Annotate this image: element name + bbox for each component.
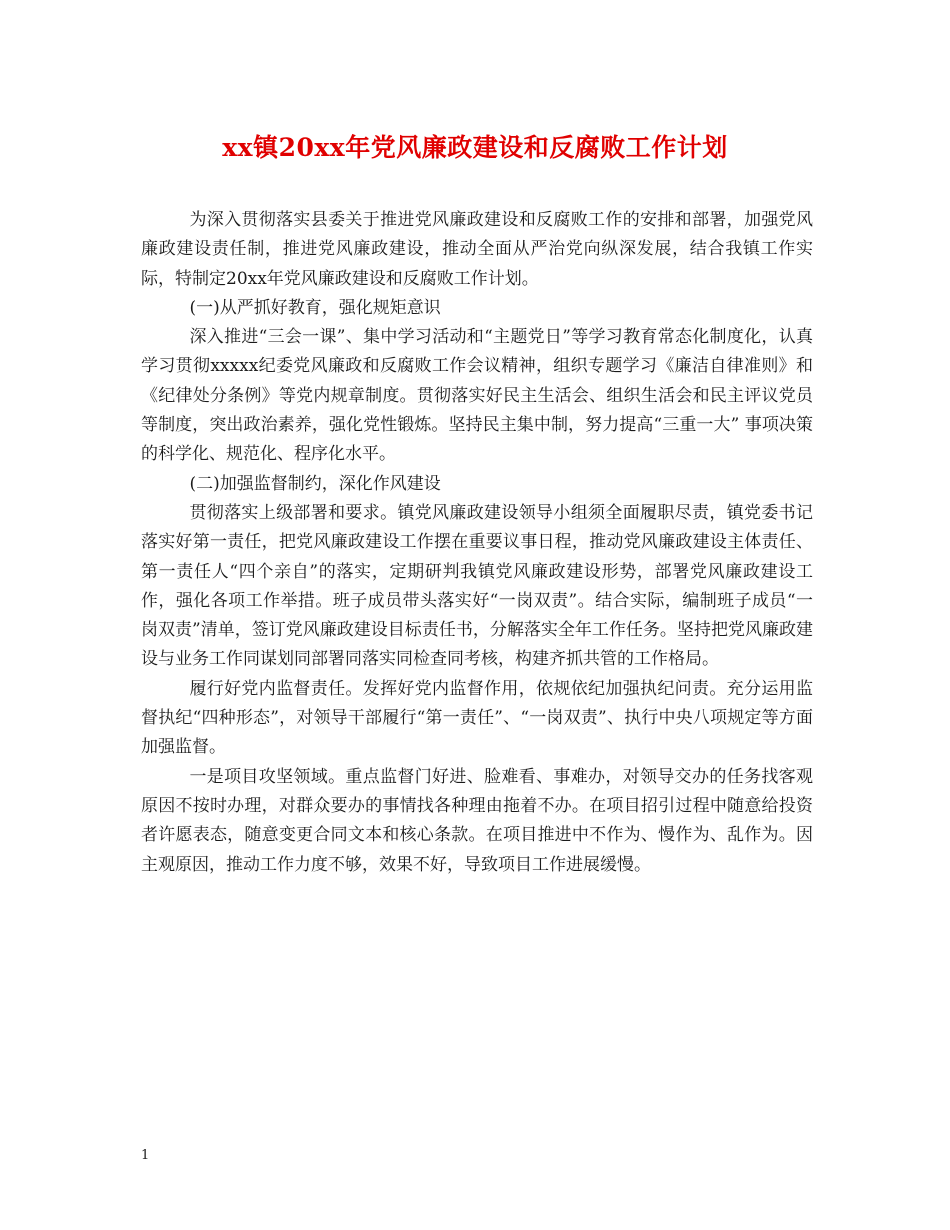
section-paragraph: 贯彻落实上级部署和要求。镇党风廉政建设领导小组须全面履职尽责，镇党委书记落实好第一责任，把党风廉政建设工作摆在重要议事日程，推动党风廉政建设主体责任、第一责任人“四个亲自”的落实，定期研判我镇党风廉政建设形势，部署党风廉政建设工作，强化各项工作举措。班子成员带头落实好“一岗双责”。结合实际，编制班子成员“一岗双责”清单，签订党风廉政建设目标责任书，分解落实全年工作任务。坚持把党风廉政建设与业务工作同谋划同部署同落实同检查同考核，构建齐抓共管的工作格局。 [141, 502, 813, 670]
section-heading: (一)从严抓好教育，强化规矩意识 [189, 297, 441, 318]
section-heading: (二)加强监督制约，深化作风建设 [189, 473, 441, 494]
section-paragraph: 履行好党内监督责任。发挥好党内监督作用，依规依纪加强执纪问责。充分运用监督执纪“四种形态”，对领导干部履行“第一责任”、“一岗双责”、执行中央八项规定等方面加强监督。 [141, 678, 813, 758]
document-body [141, 206, 813, 880]
section-paragraph: 深入推进“三会一课”、集中学习活动和“主题党日”等学习教育常态化制度化，认真学习贯彻xxxxx纪委党风廉政和反腐败工作会议精神，组织专题学习《廉洁自律准则》和《纪律处分条例》等党内规章制度。贯彻落实好民主生活会、组织生活会和民主评议党员等制度，突出政治素养，强化党性锻炼。坚持民主集中制，努力提高“三重一大” 事项决策的科学化、规范化、程序化水平。 [141, 327, 813, 465]
intro-paragraph: 为深入贯彻落实县委关于推进党风廉政建设和反腐败工作的安排和部署，加强党风廉政建设责任制，推进党风廉政建设，推动全面从严治党向纵深发展，结合我镇工作实际，特制定20xx年党风廉政建设和反腐败工作计划。 [141, 210, 813, 289]
page-number: 1 [141, 1148, 150, 1163]
document-title: xx镇20xx年党风廉政建设和反腐败工作计划 [222, 133, 728, 162]
section-paragraph: 一是项目攻坚领域。重点监督门好进、脸难看、事难办，对领导交办的任务找客观原因不按时办理，对群众要办的事情找各种理由拖着不办。在项目招引过程中随意给投资者许愿表态，随意变更合同文本和核心条款。在项目推进中不作为、慢作为、乱作为。因主观原因，推动工作力度不够，效果不好，导致项目工作进展缓慢。 [141, 766, 813, 875]
